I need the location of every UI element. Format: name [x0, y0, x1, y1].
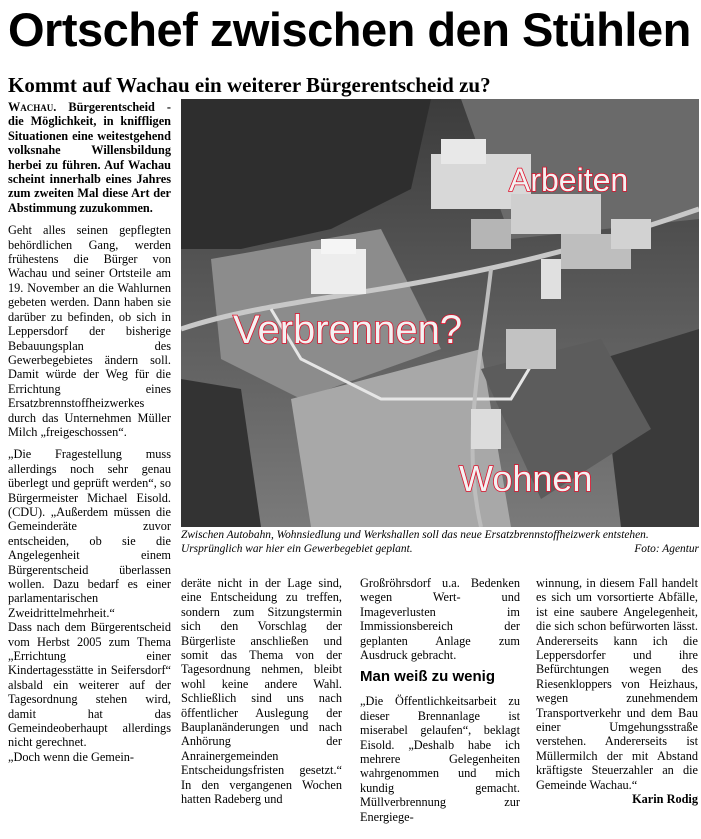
- aerial-photo-graphic: [181, 99, 699, 527]
- label-verbrennen: Verbrennen?: [233, 308, 463, 352]
- subheading: Man weiß zu wenig: [360, 668, 496, 686]
- lead-paragraph: [8, 100, 171, 215]
- label-arbeiten: Arbeiten: [509, 162, 629, 198]
- article-column-3: [360, 576, 520, 824]
- author-byline: Karin Rodig: [632, 792, 698, 807]
- aerial-photo: [181, 99, 699, 527]
- article-column-2: [181, 576, 342, 807]
- paragraph: „Doch wenn die Gemein-: [8, 749, 134, 764]
- lead-text: Bürgerentscheid - die Möglichkeit, in kniffligen Situationen eine weitestgehend volksnahe Willensbildung herbei zu führen. Auf Wachau scheint innerhalb eines Jahres zum zweiten Mal diese Art der Abstimmung zuzukommen.: [8, 100, 171, 215]
- paragraph: Dass nach dem Bürgerentscheid vom Herbst 2005 zum Thema „Errichtung einer Kindertagesstätte in Seifersdorf“ alsbald ein weiterer auf der Tagesordnung stehen wird, damit hat das Gemeindeoberhaupt allerdings nicht gerechnet.: [8, 620, 171, 750]
- paragraph-text: winnung, in diesem Fall handelt es sich um vorsortierte Abfälle, ist eine saubere Angelegenheit, die sich schon befürworten lässt. Andererseits kann ich die Leppersdorfer und ihre Befürchtungen wegen des Riesenkloppers von Heizhaus, wegen zunehmendem Transportverkehr und dem Bau einer Umgehungsstraße verstehen. Andererseits ist Müllermilch der mit Abstand kräftigste Steuerzahler an die Gemeinde Wachau.“: [536, 576, 698, 792]
- paragraph: Geht alles seinen gepflegten behördlichen Gang, werden frühestens die Bürger von Wachau und seiner Ortsteile am 19. November an die Wahlurnen gebeten werden. Dann haben sie darüber zu befinden, ob sich in Leppersdorf der bisherige Bebauungsplan des Gewerbegebietes ändern soll. Damit würde der Weg für die Errichtung eines Ersatzbrennstoffheizwerkes durch das Unternehmen Müller Milch „freigeschossen“.: [8, 223, 171, 439]
- dateline: Wachau.: [8, 100, 57, 114]
- paragraph: Großröhrsdorf u.a. Bedenken wegen Wert- und Imageverlusten im Immissionsbereich der geplanten Anlage zum Ausdruck gebracht.: [360, 576, 520, 663]
- paragraph: deräte nicht in der Lage sind, eine Entscheidung zu treffen, sondern zum Sitzungstermin sich den Vorschlag der Bürgerliste anschließen und somit das Thema von der Tagesordnung nehmen, bleibt wohl keine andere Wahl. Schließlich sind uns nach öffentlicher Auslegung der Bauplanänderungen und nach Anhörung der Anrainergemeinden Entscheidungsfristen gesetzt.“ In den vergangenen Wochen hatten Radeberg und: [181, 576, 342, 807]
- headline: Ortschef zwischen den Stühlen: [8, 3, 691, 56]
- subheadline: Kommt auf Wachau ein weiterer Bürgerentscheid zu?: [8, 73, 491, 97]
- label-wohnen: Wohnen: [459, 458, 593, 499]
- photo-credit: Foto: Agentur: [634, 542, 699, 555]
- paragraph: „Die Fragestellung muss allerdings noch sehr genau überlegt und geprüft werden“, so Bürgermeister Michael Eisold. (CDU). „Außerdem müssen die Gemeinderäte zuvor entscheiden, ob sie die Angelegenheit einem Bürgerentscheid überlassen wollen. Dazu bedarf es einer parlamentarischen Zweidrittelmehrheit.“: [8, 447, 171, 620]
- paragraph: „Die Öffentlichkeitsarbeit zu dieser Brennanlage ist miserabel gelaufen“, beklagt Eisold. „Deshalb habe ich mehrere Gelegenheiten wahrgenommen und mich kundig gemacht. Müllverbrennung zur Energiege-: [360, 694, 520, 824]
- photo-caption: [181, 529, 699, 556]
- article-column-1: [8, 100, 171, 764]
- article-column-4: [536, 576, 698, 807]
- paragraph: [536, 576, 698, 807]
- caption-text: Zwischen Autobahn, Wohnsiedlung und Werkshallen soll das neue Ersatzbrennstoffheizwerk entstehen. Ursprünglich war hier ein Gewerbegebiet geplant.: [181, 529, 649, 555]
